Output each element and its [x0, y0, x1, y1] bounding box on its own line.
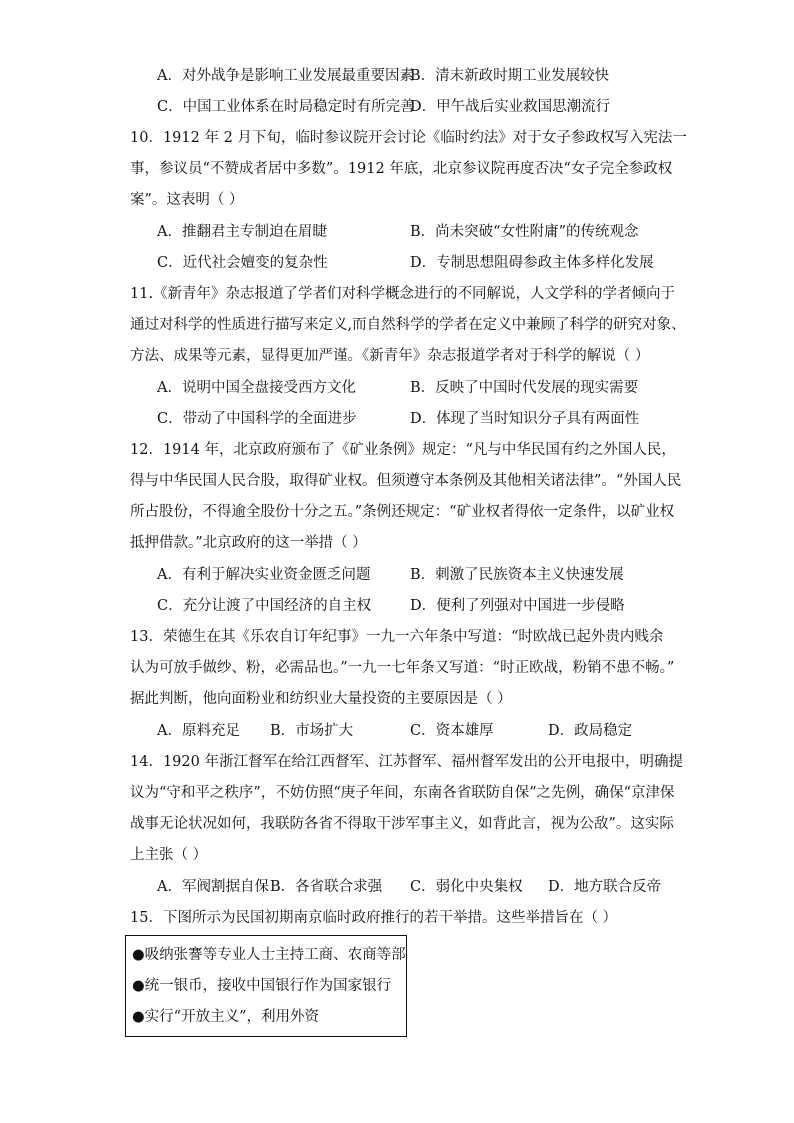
q14-stem-line-2: 议为“守和平之秩序”，不妨仿照“庚子年间，东南各省联防自保”之先例，确保“京津保 [130, 785, 675, 801]
q10-stem-line-2: 事，参议员“不赞成者居中多数”。1912 年底，北京参议院再度否决“女子完全参政权 [130, 161, 673, 177]
q13-option-b: B．市场扩大 [270, 723, 354, 739]
q11-stem-line-1: 11.《新青年》杂志报道了学者们对科学概念进行的不同解说，人文学科的学者倾向于 [130, 286, 676, 302]
q12-stem-line-3: 所占股份，不得逾全股份十分之五。”条例还规定：“矿业权者得依一定条件，以矿业权 [130, 504, 675, 520]
q14-stem-line-3: 战事无论状况如何，我联防各省不得取干涉军事主义，如背此言，视为公敌”。这实际 [130, 816, 674, 832]
q13-stem-line-3: 据此判断，他向面粉业和纺织业大量投资的主要原因是（ ） [130, 691, 512, 707]
q11-stem-line-3: 方法、成果等元素，显得更加严谨。《新青年》杂志报道学者对于科学的解说（ ） [130, 348, 650, 364]
q15-measures-box [125, 935, 407, 1037]
q11-option-d: D．体现了当时知识分子具有两面性 [410, 411, 640, 427]
q14-option-c: C．弱化中央集权 [410, 879, 523, 895]
q14-option-b: B．各省联合求强 [270, 879, 383, 895]
q14-option-d: D．地方联合反帝 [548, 879, 662, 895]
q15-box-item: ●吸纳张謇等专业人士主持工商、农商等部 [132, 947, 406, 963]
q14-stem-line-1: 14．1920 年浙江督军在给江西督军、江苏督军、福州督军发出的公开电报中，明确提 [130, 754, 683, 770]
q9-option-c: C．中国工业体系在时局稳定时有所完善 [157, 99, 415, 115]
q12-stem-line-4: 抵押借款。”北京政府的这一举措（ ） [130, 535, 367, 551]
q9-option-a: A．对外战争是影响工业发展最重要因素 [157, 68, 414, 84]
q11-option-b: B．反映了中国时代发展的现实需要 [410, 380, 639, 396]
q13-option-d: D．政局稳定 [548, 723, 633, 739]
q13-stem-line-1: 13．荣德生在其《乐农自订年纪事》一九一六年条中写道：“时欧战已起外贵内贱余 [130, 629, 664, 645]
q15-box-item: ●实行“开放主义”，利用外资 [132, 1009, 319, 1025]
q10-option-a: A．推翻君主专制迫在眉睫 [157, 224, 327, 240]
q9-option-b: B．清末新政时期工业发展较快 [410, 68, 610, 84]
q11-option-c: C．带动了中国科学的全面进步 [157, 411, 357, 427]
q12-stem-line-2: 得与中华民国人民合股，取得矿业权。但须遵守本条例及其他相关诸法律”。“外国人民 [130, 473, 682, 489]
q15-stem-line-1: 15．下图所示为民国初期南京临时政府推行的若干举措。这些举措旨在（ ） [130, 910, 618, 926]
q9-option-d: D．甲午战后实业救国思潮流行 [410, 99, 611, 115]
q11-option-a: A．说明中国全盘接受西方文化 [157, 380, 356, 396]
q12-stem-line-1: 12．1914 年，北京政府颁布了《矿业条例》规定：“凡与中华民国有约之外国人民， [130, 442, 676, 458]
q10-stem-line-1: 10．1912 年 2 月下旬，临时参议院开会讨论《临时约法》对于女子参政权写入宪法一 [130, 130, 687, 146]
q12-option-a: A．有利于解决实业资金匮乏问题 [157, 567, 371, 583]
q13-stem-line-2: 认为可放手做纱、粉，必需品也。”一九一七年条又写道：“时正欧战，粉销不患不畅。” [130, 660, 675, 676]
q14-option-a: A．军阀割据自保 [157, 879, 269, 895]
q10-stem-line-3: 案”。这表明（ ） [130, 192, 244, 208]
q11-stem-line-2: 通过对科学的性质进行描写来定义,而自然科学的学者在定义中兼顾了科学的研究对象、 [130, 317, 686, 333]
q13-option-a: A．原料充足 [157, 723, 240, 739]
q12-option-b: B．刺激了民族资本主义快速发展 [410, 567, 624, 583]
q10-option-c: C．近代社会嬗变的复杂性 [157, 255, 328, 271]
q14-stem-line-4: 上主张（ ） [130, 847, 208, 863]
q12-option-d: D．便利了列强对中国进一步侵略 [410, 598, 625, 614]
q10-option-b: B．尚未突破“女性附庸”的传统观念 [410, 224, 639, 240]
q12-option-c: C．充分让渡了中国经济的自主权 [157, 598, 372, 614]
q13-option-c: C．资本雄厚 [410, 723, 494, 739]
q15-box-item: ●统一银币，接收中国银行作为国家银行 [132, 978, 392, 994]
q10-option-d: D．专制思想阻碍参政主体多样化发展 [410, 255, 654, 271]
